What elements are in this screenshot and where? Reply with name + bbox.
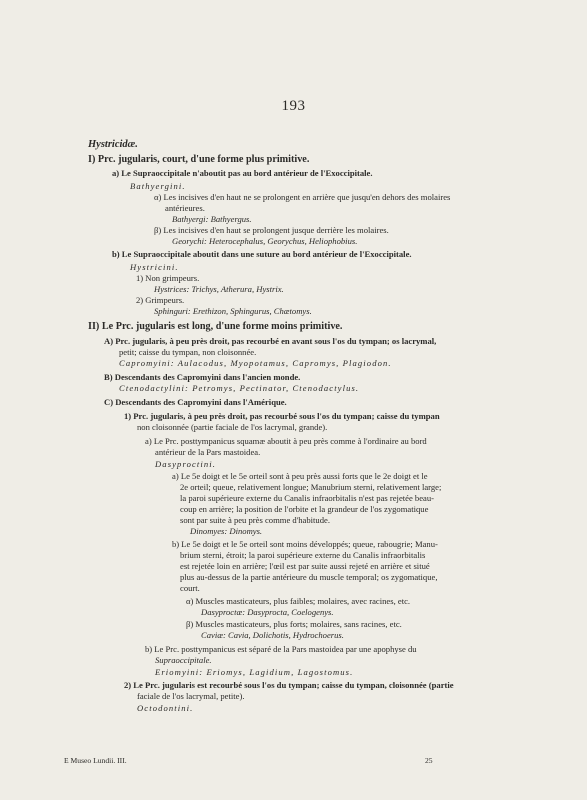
- text-line: Dasyproctini.: [155, 459, 217, 469]
- footer-source: E Museo Lundii. III.: [64, 756, 127, 765]
- text-line: petit; caisse du tympan, non cloisonnée.: [119, 347, 257, 357]
- text-line: coup en arrière; la position de l'orbite et la grandeur de l'os zygomatique: [180, 504, 429, 514]
- text-line: antérieur de la Pars mastoidea.: [155, 447, 261, 457]
- text-line: a) Le Supraoccipitale n'aboutit pas au bord antérieur de l'Exoccipitale.: [112, 168, 373, 178]
- text-line: I) Prc. jugularis, court, d'une forme plus primitive.: [88, 154, 310, 165]
- footer-signature: 25: [425, 756, 433, 765]
- text-line: 2e orteil; queue, relativement longue; Manubrium sterni, relativement large;: [180, 482, 442, 492]
- text-line: a) Le Prc. posttympanicus squamæ aboutit à peu près comme à l'ordinaire au bord: [145, 436, 427, 446]
- text-line: Ctenodactylini: Petromys, Pectinator, Ctenodactylus.: [119, 383, 360, 393]
- text-line: Bathyergini.: [130, 181, 186, 191]
- text-line: b) Le Supraoccipitale aboutit dans une suture au bord antérieur de l'Exoccipitale.: [112, 249, 412, 259]
- text-line: 1) Non grimpeurs.: [136, 273, 200, 283]
- text-line: brium sterni, étroit; la paroi supérieure externe du Canalis infraorbitalis: [180, 550, 426, 560]
- text-line: Hystrices: Trichys, Atherura, Hystrix.: [154, 284, 284, 294]
- text-line: la paroi supérieure externe du Canalis infraorbitalis n'est pas rejetée beau-: [180, 493, 435, 503]
- text-line: Hystricini.: [130, 262, 179, 272]
- text-line: α) Muscles masticateurs, plus faibles; molaires, avec racines, etc.: [186, 596, 411, 606]
- text-line: β) Les incisives d'en haut se prolongent jusque derrière les molaires.: [154, 225, 389, 235]
- text-line: Capromyini: Aulacodus, Myopotamus, Capromys, Plagiodon.: [119, 358, 392, 368]
- text-line: β) Muscles masticateurs, plus forts; molaires, sans racines, etc.: [186, 619, 402, 629]
- text-line: b) Le Prc. posttympanicus est séparé de la Pars mastoidea par une apophyse du: [145, 644, 417, 654]
- text-line: 2) Grimpeurs.: [136, 295, 185, 305]
- page-number: 193: [281, 98, 306, 114]
- text-line: α) Les incisives d'en haut ne se prolongent en arrière que jusqu'en dehors des molaires: [154, 192, 451, 202]
- text-line: a) Le 5e doigt et le 5e orteil sont à peu près aussi forts que le 2e doigt et le: [172, 471, 428, 481]
- text-line: plus au-dessus de la partie antérieure du muscle temporal; os zygomatique,: [180, 572, 438, 582]
- text-line: Octodontini.: [137, 703, 194, 713]
- text-line: antérieures.: [165, 203, 205, 213]
- text-line: sont par suite à peu près comme d'habitude.: [180, 515, 330, 525]
- text-line: C) Descendants des Capromyini dans l'Amérique.: [104, 397, 287, 407]
- text-line: b) Le 5e doigt et le 5e orteil sont moins développés; queue, rabougrie; Manu-: [172, 539, 438, 549]
- text-line: 2) Le Prc. jugularis est recourbé sous l'os du tympan; caisse du tympan, cloisonnée (partie: [124, 680, 454, 690]
- text-line: B) Descendants des Capromyini dans l'ancien monde.: [104, 372, 301, 382]
- text-line: II) Le Prc. jugularis est long, d'une forme moins primitive.: [88, 321, 343, 332]
- text-line: court.: [180, 583, 200, 593]
- text-line: 1) Prc. jugularis, à peu près droit, pas recourbé sous l'os du tympan; caisse du tympan: [124, 411, 440, 421]
- text-line: non cloisonnée (partie faciale de l'os lacrymal, grande).: [137, 422, 328, 432]
- text-line: Eriomyini: Eriomys, Lagidium, Lagostomus.: [155, 667, 354, 677]
- text-line: faciale de l'os lacrymal, petite).: [137, 691, 245, 701]
- text-line: Bathyergi: Bathyergus.: [172, 214, 252, 224]
- text-line: Georychi: Heterocephalus, Georychus, Heliophobius.: [172, 236, 358, 246]
- text-line: Supraoccipitale.: [155, 655, 212, 665]
- text-line: Sphinguri: Erethizon, Sphingurus, Chætomys.: [154, 306, 312, 316]
- text-line: Dasyproctæ: Dasyprocta, Coelogenys.: [201, 607, 334, 617]
- text-line: A) Prc. jugularis, à peu près droit, pas recourbé en avant sous l'os du tympan; os lacrymal,: [104, 336, 437, 346]
- text-line: Caviæ: Cavia, Dolichotis, Hydrochoerus.: [201, 630, 344, 640]
- text-line: est rejetée loin en arrière; l'œil est par suite aussi rejeté en arrière et situé: [180, 561, 430, 571]
- text-line: Dinomyes: Dinomys.: [190, 526, 263, 536]
- family-heading: Hystricidæ.: [88, 139, 138, 150]
